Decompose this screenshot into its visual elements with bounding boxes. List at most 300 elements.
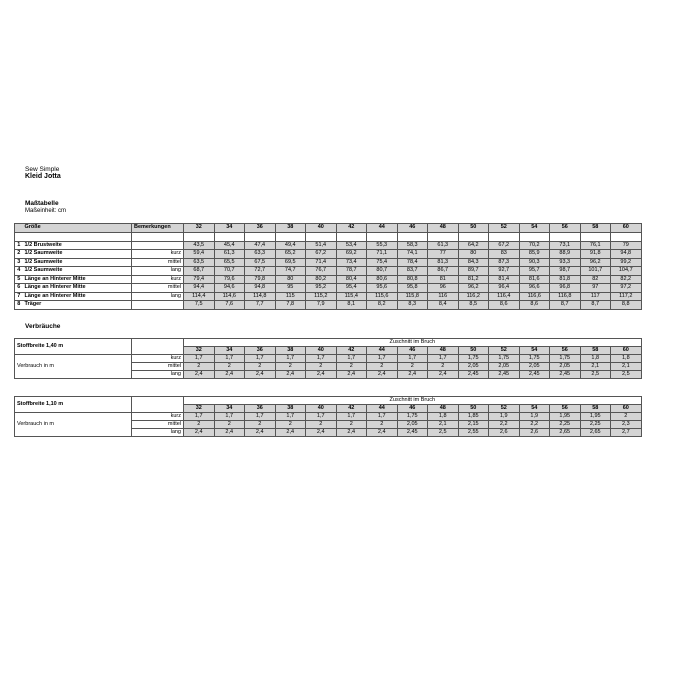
measurement-cell: 8,2 (367, 301, 398, 310)
measurement-cell: 82 (580, 275, 611, 284)
spacer-cell (214, 232, 245, 241)
fabric-row (15, 413, 642, 421)
consumption-cell: 2,45 (458, 371, 489, 379)
measurement-cell: 95 (275, 284, 306, 293)
fabric-note-header (132, 397, 184, 413)
consumption-cell: 1,75 (519, 355, 550, 363)
consumption-cell: 1,8 (428, 413, 459, 421)
cut-on-fold-label: Zuschnitt im Bruch (184, 339, 642, 347)
consumption-cell: 2,1 (611, 363, 642, 371)
consumption-cell: 2,65 (550, 429, 581, 437)
measurement-cell: 96 (428, 284, 459, 293)
spacer-cell (23, 232, 132, 241)
measurement-cell: 8,7 (550, 301, 581, 310)
cut-on-fold-label: Zuschnitt im Bruch (184, 397, 642, 405)
measurement-cell: 83,7 (397, 267, 428, 276)
consumption-cell: 2,2 (519, 421, 550, 429)
consumption-cell: 2,5 (580, 371, 611, 379)
row-note: lang (132, 292, 184, 301)
consumption-cell: 2 (306, 421, 337, 429)
measurement-cell: 81,8 (550, 275, 581, 284)
measurement-cell: 68,7 (184, 267, 215, 276)
spacer-cell (611, 232, 642, 241)
document-title: Kleid Jotta (25, 173, 61, 180)
consumption-cell: 2,05 (489, 363, 520, 371)
measurement-cell: 96,4 (489, 284, 520, 293)
consumption-cell: 1,7 (306, 355, 337, 363)
measurement-cell: 58,3 (397, 241, 428, 250)
fabric-header-row (15, 397, 642, 405)
measurement-cell: 78,7 (336, 267, 367, 276)
measurement-cell: 7,8 (275, 301, 306, 310)
spacer-cell (15, 232, 23, 241)
row-note: lang (132, 267, 184, 276)
consumption-cell: 2,25 (580, 421, 611, 429)
consumption-cell: 1,75 (397, 413, 428, 421)
measurement-cell: 97,2 (611, 284, 642, 293)
consumption-cell: 2,7 (611, 429, 642, 437)
size-header-cell: 48 (428, 347, 459, 355)
measurement-cell: 70,7 (214, 267, 245, 276)
measurement-cell: 8,5 (458, 301, 489, 310)
measurement-cell: 76,1 (580, 241, 611, 250)
size-header-cell: 54 (519, 347, 550, 355)
consumption-cell: 2,65 (580, 429, 611, 437)
measurement-cell: 95,8 (397, 284, 428, 293)
size-table-row (15, 301, 642, 310)
consumption-cell: 2,5 (428, 429, 459, 437)
measurement-cell: 115,2 (306, 292, 337, 301)
size-header-cell: 36 (245, 224, 276, 233)
consumption-cell: 2,4 (214, 371, 245, 379)
measurement-cell: 83 (489, 250, 520, 259)
consumption-cell: 2,1 (428, 421, 459, 429)
size-header-cell: 52 (489, 224, 520, 233)
consumption-cell: 2,6 (519, 429, 550, 437)
measurement-cell: 114,8 (245, 292, 276, 301)
consumption-cell: 2,45 (489, 371, 520, 379)
measurement-cell: 49,4 (275, 241, 306, 250)
size-header-cell: 34 (214, 224, 245, 233)
consumption-cell: 2 (306, 363, 337, 371)
consumption-cell: 2 (367, 421, 398, 429)
consumption-label: Verbrauch in m (15, 355, 132, 379)
size-header-cell: 56 (550, 405, 581, 413)
spacer-cell (275, 232, 306, 241)
measurement-cell: 81,6 (519, 275, 550, 284)
consumption-cell: 1,95 (550, 413, 581, 421)
consumption-cell: 2 (367, 363, 398, 371)
consumption-cell: 2,4 (336, 429, 367, 437)
measurement-cell: 45,4 (214, 241, 245, 250)
fabric-width-label: Stoffbreite 1,10 m (15, 397, 132, 413)
measurement-cell: 80,8 (397, 275, 428, 284)
brand-name: Sew Simple (25, 166, 60, 173)
measurement-cell: 81,4 (489, 275, 520, 284)
row-label: Länge an Hinterer Mitte (23, 275, 132, 284)
consumption-cell: 1,75 (458, 355, 489, 363)
measurement-cell: 80,7 (367, 267, 398, 276)
consumption-cell: 2 (184, 363, 215, 371)
measurement-cell: 86,7 (428, 267, 459, 276)
row-number: 3 (15, 258, 23, 267)
spacer-cell (580, 232, 611, 241)
measurement-cell: 67,5 (245, 258, 276, 267)
measurement-cell: 114,6 (214, 292, 245, 301)
measurement-cell: 94,8 (245, 284, 276, 293)
measurement-cell: 95,4 (336, 284, 367, 293)
consumption-cell: 1,7 (184, 355, 215, 363)
consumption-cell: 1,7 (306, 413, 337, 421)
measurement-cell: 69,5 (275, 258, 306, 267)
measurement-cell: 8,3 (397, 301, 428, 310)
size-header-cell: 36 (245, 347, 276, 355)
measurement-cell: 8,6 (489, 301, 520, 310)
verbrauche-title: Verbräuche (25, 323, 61, 330)
consumption-cell: 2,4 (336, 371, 367, 379)
measurement-cell: 43,5 (184, 241, 215, 250)
row-note: mittel (132, 258, 184, 267)
consumption-cell: 1,7 (245, 413, 276, 421)
size-header-cell: 46 (397, 347, 428, 355)
measurement-cell: 59,4 (184, 250, 215, 259)
length-note: kurz (132, 413, 184, 421)
consumption-cell: 2,05 (397, 421, 428, 429)
measurement-cell: 63,5 (184, 258, 215, 267)
consumption-cell: 2 (275, 363, 306, 371)
measurement-cell: 116,6 (519, 292, 550, 301)
measurement-cell: 85,9 (519, 250, 550, 259)
row-label: 1/2 Saumweite (23, 258, 132, 267)
measurement-cell: 87,3 (489, 258, 520, 267)
length-note: lang (132, 371, 184, 379)
measurement-cell: 81,3 (428, 258, 459, 267)
measurement-cell: 63,3 (245, 250, 276, 259)
measurement-cell: 61,3 (214, 250, 245, 259)
measurement-cell: 94,6 (214, 284, 245, 293)
measurement-cell: 96,8 (550, 284, 581, 293)
consumption-cell: 2,4 (367, 429, 398, 437)
size-table-row (15, 275, 642, 284)
row-label: 1/2 Saumweite (23, 267, 132, 276)
measurement-cell: 51,4 (306, 241, 337, 250)
consumption-cell: 1,85 (458, 413, 489, 421)
consumption-cell: 2,4 (214, 429, 245, 437)
size-header-row (15, 224, 642, 233)
measurement-cell: 7,7 (245, 301, 276, 310)
size-header-cell: 40 (306, 405, 337, 413)
consumption-cell: 2,4 (275, 429, 306, 437)
row-number: 8 (15, 301, 23, 310)
consumption-cell: 1,95 (580, 413, 611, 421)
measurement-cell: 96,6 (519, 284, 550, 293)
size-header-cell: 32 (184, 405, 215, 413)
consumption-cell: 1,7 (245, 355, 276, 363)
masstabelle-unit: Maßeinheit: cm (25, 208, 67, 214)
fabric-row (15, 355, 642, 363)
measurement-cell: 8,4 (428, 301, 459, 310)
measurement-cell: 67,2 (489, 241, 520, 250)
size-header-cell: 58 (580, 347, 611, 355)
consumption-cell: 2 (336, 363, 367, 371)
measurement-cell: 82,2 (611, 275, 642, 284)
measurement-cell: 77 (428, 250, 459, 259)
measurement-cell: 74,7 (275, 267, 306, 276)
measurement-cell: 115 (275, 292, 306, 301)
consumption-cell: 1,7 (184, 413, 215, 421)
spacer-cell (306, 232, 337, 241)
row-number: 2 (15, 250, 23, 259)
consumption-cell: 2,4 (275, 371, 306, 379)
row-label: 1/2 Saumweite (23, 250, 132, 259)
spacer-cell (428, 232, 459, 241)
size-header-cell: 58 (580, 224, 611, 233)
measurement-cell: 71,1 (367, 250, 398, 259)
measurement-cell: 70,2 (519, 241, 550, 250)
size-header-cell: 40 (306, 224, 337, 233)
size-header-cell: 48 (428, 224, 459, 233)
size-header-cell: 50 (458, 224, 489, 233)
consumption-cell: 1,7 (367, 355, 398, 363)
consumption-cell: 2 (397, 363, 428, 371)
measurement-cell: 101,7 (580, 267, 611, 276)
measurement-cell: 7,9 (306, 301, 337, 310)
measurement-cell: 81 (428, 275, 459, 284)
measurement-cell: 7,6 (214, 301, 245, 310)
length-note: kurz (132, 355, 184, 363)
measurement-cell: 80 (275, 275, 306, 284)
consumption-cell: 1,7 (214, 413, 245, 421)
fabric-table-2 (14, 396, 642, 437)
spacer-cell (245, 232, 276, 241)
consumption-cell: 2 (214, 421, 245, 429)
measurement-cell: 8,8 (611, 301, 642, 310)
consumption-cell: 2,1 (580, 363, 611, 371)
consumption-cell: 1,7 (367, 413, 398, 421)
row-number: 4 (15, 267, 23, 276)
size-header-cell: 54 (519, 405, 550, 413)
size-header-cell: 42 (336, 224, 367, 233)
measurement-cell: 84,3 (458, 258, 489, 267)
consumption-cell: 1,7 (428, 355, 459, 363)
measurement-cell: 75,4 (367, 258, 398, 267)
spacer-cell (550, 232, 581, 241)
row-label: Länge an Hinterer Mitte (23, 292, 132, 301)
spacer-cell (458, 232, 489, 241)
masstabelle-title: Maßtabelle (25, 200, 59, 207)
consumption-cell: 2,55 (458, 429, 489, 437)
consumption-cell: 2,4 (367, 371, 398, 379)
measurement-cell: 98,7 (550, 267, 581, 276)
size-header-cell: 60 (611, 405, 642, 413)
consumption-cell: 1,7 (275, 413, 306, 421)
size-header-cell: 42 (336, 405, 367, 413)
measurement-cell: 115,8 (397, 292, 428, 301)
size-header-cell: 48 (428, 405, 459, 413)
length-note: lang (132, 429, 184, 437)
consumption-label: Verbrauch in m (15, 413, 132, 437)
measurement-cell: 61,3 (428, 241, 459, 250)
measurement-cell: 79,4 (184, 275, 215, 284)
size-header-cell: 52 (489, 347, 520, 355)
size-column-header: Größe (23, 224, 132, 233)
row-number: 1 (15, 241, 23, 250)
row-number: 5 (15, 275, 23, 284)
measurement-cell: 117,2 (611, 292, 642, 301)
size-table-row (15, 258, 642, 267)
consumption-cell: 2,05 (458, 363, 489, 371)
consumption-cell: 2,45 (397, 429, 428, 437)
consumption-cell: 1,7 (336, 413, 367, 421)
measurement-cell: 94,4 (184, 284, 215, 293)
measurement-cell: 81,2 (458, 275, 489, 284)
measurement-cell: 92,7 (489, 267, 520, 276)
measurement-cell: 80 (458, 250, 489, 259)
consumption-cell: 1,9 (489, 413, 520, 421)
measurement-cell: 89,7 (458, 267, 489, 276)
measurement-cell: 72,7 (245, 267, 276, 276)
spacer-cell (132, 232, 184, 241)
size-header-cell: 52 (489, 405, 520, 413)
measurement-cell: 65,5 (214, 258, 245, 267)
measurement-cell: 8,1 (336, 301, 367, 310)
consumption-cell: 2,3 (611, 421, 642, 429)
spacer-row (15, 232, 642, 241)
measurement-cell: 116,2 (458, 292, 489, 301)
consumption-cell: 2 (214, 363, 245, 371)
size-header-cell: 54 (519, 224, 550, 233)
consumption-cell: 2 (611, 413, 642, 421)
consumption-cell: 2 (245, 363, 276, 371)
size-header-cell: 38 (275, 347, 306, 355)
consumption-cell: 1,8 (580, 355, 611, 363)
measurement-cell: 96,2 (458, 284, 489, 293)
size-header-cell: 50 (458, 405, 489, 413)
measurement-cell: 95,2 (306, 284, 337, 293)
measurement-cell: 69,2 (336, 250, 367, 259)
fabric-note-header (132, 339, 184, 355)
size-table (14, 223, 642, 310)
spacer-cell (397, 232, 428, 241)
measurement-cell: 80,6 (367, 275, 398, 284)
size-table-row (15, 292, 642, 301)
size-header-cell: 32 (184, 224, 215, 233)
consumption-cell: 2,4 (184, 429, 215, 437)
measurement-cell: 65,2 (275, 250, 306, 259)
size-header-cell: 42 (336, 347, 367, 355)
consumption-cell: 1,7 (397, 355, 428, 363)
spacer-cell (336, 232, 367, 241)
measurement-cell: 93,3 (550, 258, 581, 267)
row-note: kurz (132, 250, 184, 259)
consumption-cell: 2,4 (428, 371, 459, 379)
measurement-cell: 115,4 (336, 292, 367, 301)
measurement-cell: 116,4 (489, 292, 520, 301)
size-header-cell: 44 (367, 405, 398, 413)
spacer-cell (489, 232, 520, 241)
row-note (132, 241, 184, 250)
consumption-cell: 2,05 (519, 363, 550, 371)
measurement-cell: 78,4 (397, 258, 428, 267)
consumption-cell: 2,4 (306, 371, 337, 379)
spacer-cell (519, 232, 550, 241)
row-number: 6 (15, 284, 23, 293)
row-label: Träger (23, 301, 132, 310)
consumption-cell: 2 (275, 421, 306, 429)
size-table-row (15, 250, 642, 259)
size-header-cell: 58 (580, 405, 611, 413)
length-note: mittel (132, 363, 184, 371)
measurement-cell: 7,5 (184, 301, 215, 310)
measurement-cell: 74,1 (397, 250, 428, 259)
measurement-cell: 97 (580, 284, 611, 293)
size-header-cell: 44 (367, 224, 398, 233)
size-header-cell: 36 (245, 405, 276, 413)
consumption-cell: 2 (336, 421, 367, 429)
size-header-cell: 38 (275, 405, 306, 413)
measurement-cell: 116 (428, 292, 459, 301)
measurement-cell: 71,4 (306, 258, 337, 267)
measurement-cell: 94,8 (611, 250, 642, 259)
size-header-cell: 46 (397, 224, 428, 233)
consumption-cell: 2,45 (550, 371, 581, 379)
measurement-cell: 116,8 (550, 292, 581, 301)
size-table-row (15, 267, 642, 276)
size-header-cell: 44 (367, 347, 398, 355)
consumption-cell: 2,4 (184, 371, 215, 379)
measurement-cell: 95,7 (519, 267, 550, 276)
consumption-cell: 2 (428, 363, 459, 371)
measurement-cell: 8,6 (519, 301, 550, 310)
row-note (132, 301, 184, 310)
row-label: 1/2 Brustweite (23, 241, 132, 250)
measurement-cell: 88,9 (550, 250, 581, 259)
consumption-cell: 2,4 (245, 371, 276, 379)
measurement-cell: 64,2 (458, 241, 489, 250)
consumption-cell: 2,45 (519, 371, 550, 379)
measurement-cell: 115,6 (367, 292, 398, 301)
spacer-cell (367, 232, 398, 241)
consumption-cell: 2 (184, 421, 215, 429)
consumption-cell: 2,15 (458, 421, 489, 429)
consumption-cell: 1,75 (550, 355, 581, 363)
measurement-cell: 96,2 (580, 258, 611, 267)
size-header-cell: 60 (611, 224, 642, 233)
size-header-cell: 50 (458, 347, 489, 355)
row-label: Länge an Hinterer Mitte (23, 284, 132, 293)
size-header-cell: 38 (275, 224, 306, 233)
consumption-cell: 2,25 (550, 421, 581, 429)
consumption-cell: 1,8 (611, 355, 642, 363)
size-header-cell: 40 (306, 347, 337, 355)
measurement-cell: 73,4 (336, 258, 367, 267)
fabric-table-1 (14, 338, 642, 379)
spacer-cell (184, 232, 215, 241)
measurement-cell: 53,4 (336, 241, 367, 250)
fabric-width-label: Stoffbreite 1,40 m (15, 339, 132, 355)
size-header-cell: 32 (184, 347, 215, 355)
row-note: mittel (132, 284, 184, 293)
fabric-header-row (15, 339, 642, 347)
consumption-cell: 1,9 (519, 413, 550, 421)
measurement-cell: 79,6 (214, 275, 245, 284)
measurement-cell: 91,8 (580, 250, 611, 259)
measurement-cell: 114,4 (184, 292, 215, 301)
measurement-cell: 76,7 (306, 267, 337, 276)
consumption-cell: 1,75 (489, 355, 520, 363)
measurement-cell: 8,7 (580, 301, 611, 310)
header-num-cell (15, 224, 23, 233)
